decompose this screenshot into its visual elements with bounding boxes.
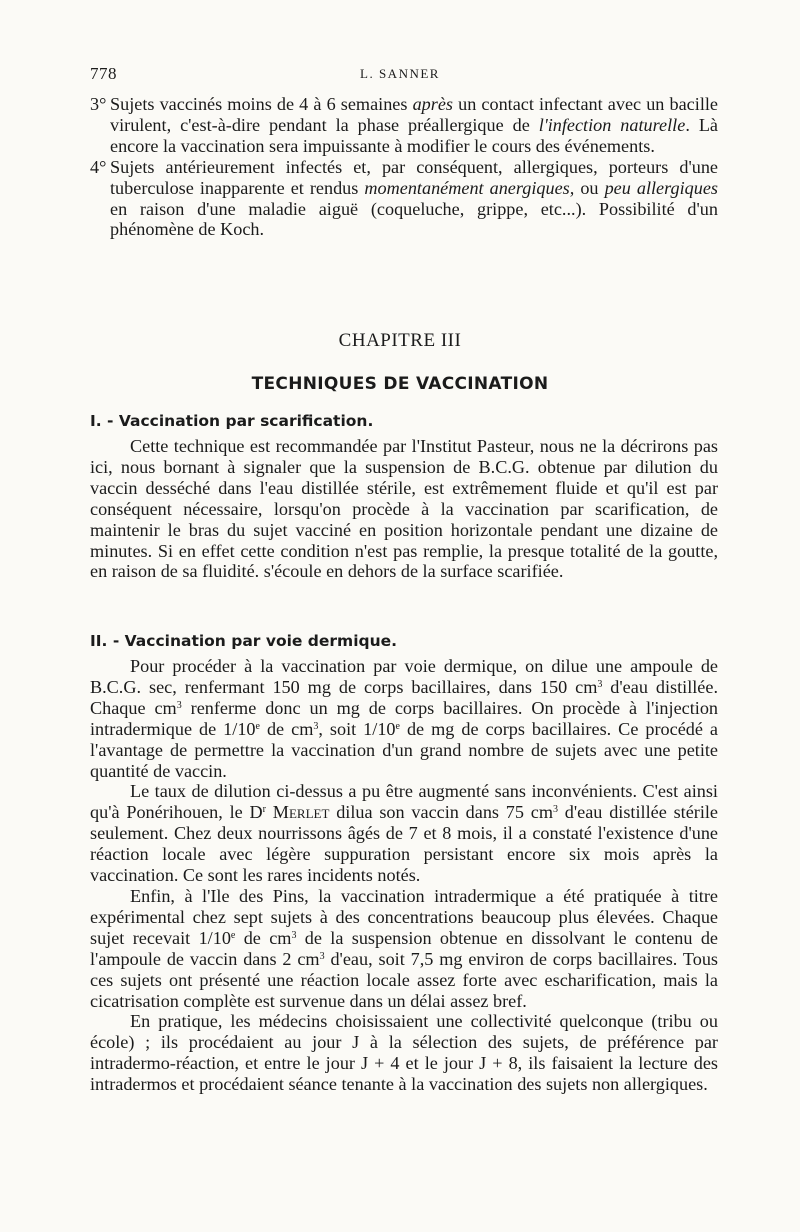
- list-item: [90, 157, 718, 241]
- paragraph: En pratique, les médecins choisissaient une collectivité quelconque (tribu ou école) ; ils procédaient au jour J à la sélection des sujets, de préférence par intradermo-réaction, et entre le jour J + 4 et le jour J + 8, ils faisaient la lecture des intradermos et procédaient séance tenante à la vaccination des sujets non allergiques.: [90, 1011, 718, 1095]
- running-header: [0, 64, 800, 88]
- paragraph: Pour procéder à la vaccination par voie dermique, on dilue une ampoule de B.C.G. sec, renfermant 150 mg de corps bacillaires, dans 150 $cm^3$ d'eau distillée. Chaque $cm^3$ renferme donc un mg de corps bacillaires. On procède à l'injection intradermique de 1/10e de $cm^3$, soit 1/10e de mg de corps bacillaires. Ce procédé a l'avantage de permettre la vaccination d'un grand nombre de sujets avec une petite quantité de vaccin.: [90, 656, 719, 781]
- paragraph: Le taux de dilution ci-dessus a pu être augmenté sans inconvénients. C'est ainsi qu'à Ponérihouen, le $D^r$ Merlet dilua son vaccin dans 75 $cm^3$ d'eau distillée stérile seulement. Chez deux nourrissons âgés de 7 et 8 mois, il a constaté l'existence d'une réaction locale avec légère suppuration persistant encore six mois après la vaccination. Ce sont les rares incidents notés.: [90, 781, 719, 886]
- page-number: 778: [90, 64, 117, 83]
- list-item: [90, 94, 718, 157]
- list-item-text: Sujets antérieurement infectés et, par conséquent, allergiques, porteurs d'une tuberculose inapparente et rendus momentanément anergiques, ou peu allergiques en raison d'une maladie aiguë (coqueluche, grippe, etc...). Possibilité d'un phénomène de Koch.: [110, 156, 719, 240]
- running-title: L. SANNER: [360, 66, 440, 81]
- section-dermique-body: [90, 656, 718, 1095]
- list-marker: 4°: [90, 156, 107, 177]
- list-continuation: [90, 94, 718, 240]
- section-heading-scarification: I. - Vaccination par scarification.: [90, 412, 374, 430]
- list-item-text: Sujets vaccinés moins de 4 à 6 semaines après un contact infectant avec un bacille virulent, c'est-à-dire pendant la phase préallergique de l'infection naturelle. Là encore la vaccination sera impuissante à modifier le cours des événements.: [110, 94, 719, 156]
- paragraph: Enfin, à l'Ile des Pins, la vaccination intradermique a été pratiquée à titre expérimental chez sept sujets à des concentrations beaucoup plus élevées. Chaque sujet recevait 1/10e de $cm^3$ de la suspension obtenue en dissolvant le contenu de l'ampoule de vaccin dans 2 $cm^3$ d'eau, soit 7,5 mg environ de corps bacillaires. Tous ces sujets ont présenté une réaction locale assez forte avec escharification, mais la cicatrisation complète est survenue dans un délai assez bref.: [90, 885, 719, 1011]
- list-marker: 3°: [90, 94, 107, 114]
- paragraph: Cette technique est recommandée par l'Institut Pasteur, nous ne la décrirons pas ici, nous bornant à signaler que la suspension de B.C.G. obtenue par dilution du vaccin desséché dans l'eau distillée stérile, est extrêmement fluide et qu'il est par conséquent nécessaire, lorsqu'on procède à la vaccination par scarification, de maintenir le bras du sujet vacciné en position horizontale pendant une dizaine de minutes. Si en effet cette condition n'est pas remplie, la presque totalité de la goutte, en raison de sa fluidité. s'écoule en dehors de la surface scarifiée.: [90, 436, 718, 582]
- author-name: Merlet: [272, 802, 330, 823]
- section-scarification-body: [90, 436, 718, 582]
- chapter-title: TECHNIQUES DE VACCINATION: [251, 374, 549, 394]
- chapter-label: CHAPITRE III: [338, 330, 462, 351]
- section-heading-dermique: II. - Vaccination par voie dermique.: [90, 632, 398, 650]
